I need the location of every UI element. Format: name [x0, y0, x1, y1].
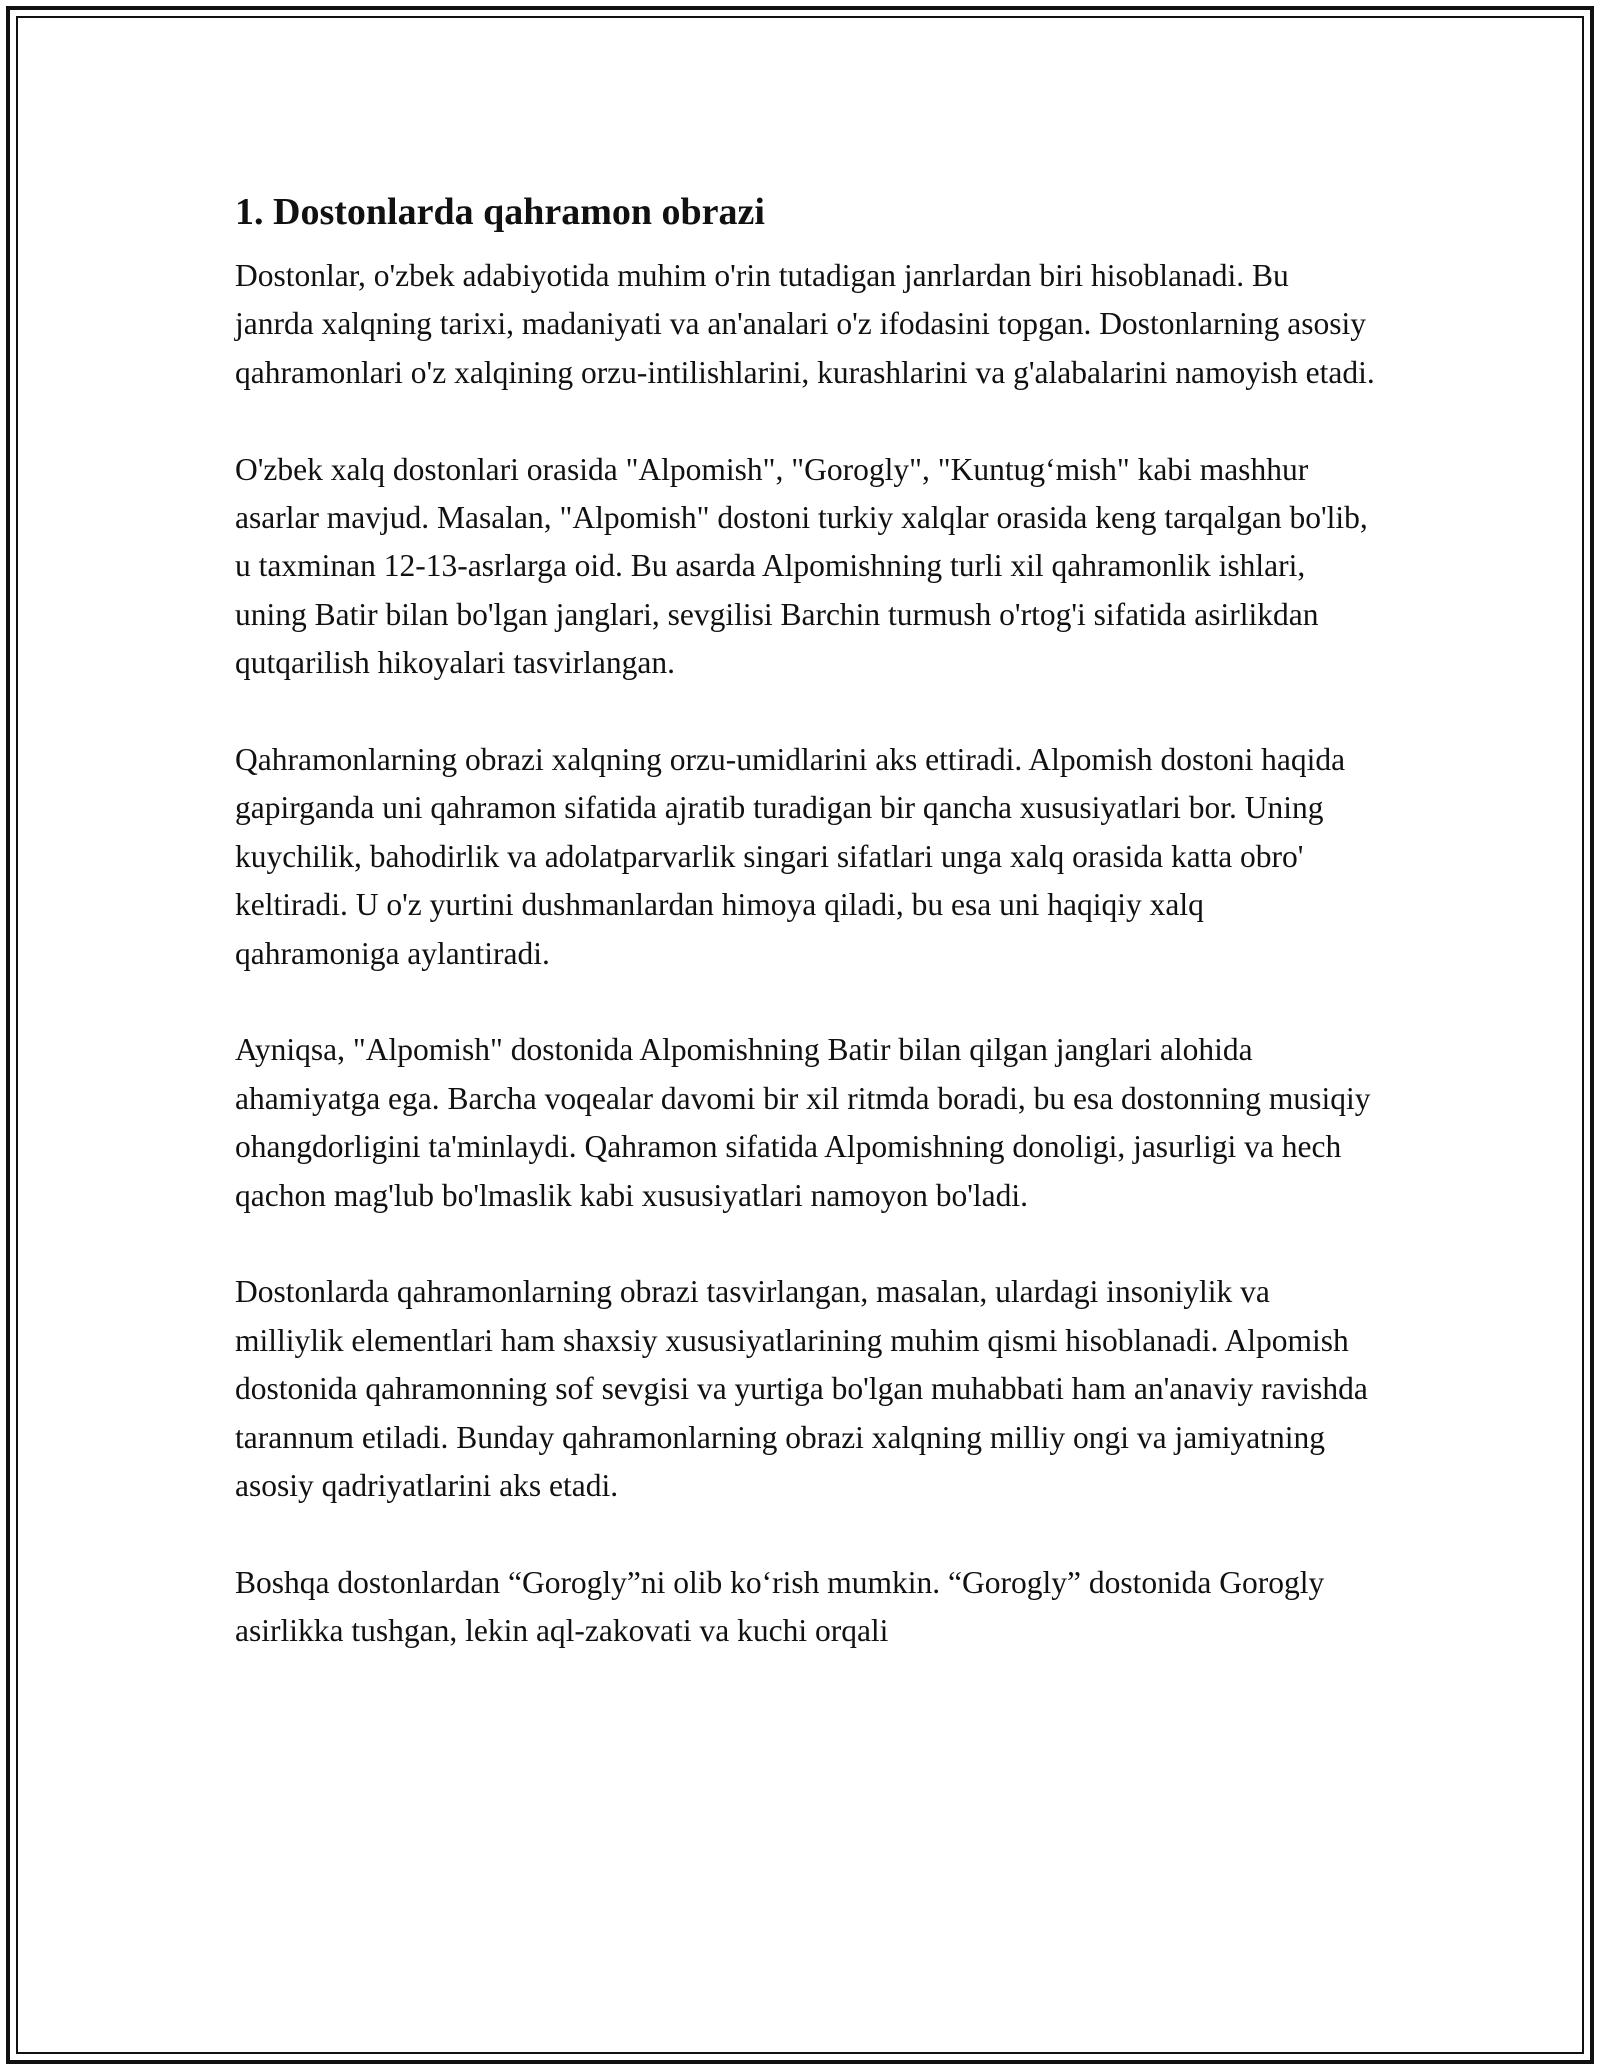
section-heading: 1. Dostonlarda qahramon obrazi: [235, 191, 765, 233]
paragraph-5: Dostonlarda qahramonlarning obrazi tasvirlangan, masalan, ulardagi insoniylik va milliylik elementlari ham shaxsiy xususiyatlarining muhim qismi hisoblanadi. Alpomish dostonida qahramonning sof sevgisi va yurtiga bo'lgan muhabbati ham an'anaviy ravishda tarannum etiladi. Bunday qahramonlarning obrazi xalqning milliy ongi va jamiyatning asosiy qadriyatlarini aks etadi.: [235, 1274, 1368, 1504]
document-body: [235, 186, 1375, 1704]
paragraph-6: Boshqa dostonlardan “Gorogly”ni olib ko‘rish mumkin. “Gorogly” dostonida Gorogly asirlikka tushgan, lekin aql-zakovati va kuchi orqali: [235, 1564, 1325, 1649]
paragraph-2: O'zbek xalq dostonlari orasida "Alpomish", "Gorogly", "Kuntug‘mish" kabi mashhur asarlar mavjud. Masalan, "Alpomish" dostoni turkiy xalqlar orasida keng tarqalgan bo'lib, u taxminan 12-13-asrlarga oid. Bu asarda Alpomishning turli xil qahramonlik ishlari, uning Batir bilan bo'lgan janglari, sevgilisi Barchin turmush o'rtog'i sifatida asirlikdan qutqarilish hikoyalari tasvirlangan.: [235, 451, 1368, 681]
paragraph-3: Qahramonlarning obrazi xalqning orzu-umidlarini aks ettiradi. Alpomish dostoni haqida gapirganda uni qahramon sifatida ajratib turadigan bir qancha xususiyatlari bor. Uning kuychilik, bahodirlik va adolatparvarlik singari sifatlari unga xalq orasida katta obro' keltiradi. U o'z yurtini dushmanlardan himoya qiladi, bu esa uni haqiqiy xalq qahramoniga aylantiradi.: [235, 742, 1346, 971]
paragraph-1: Dostonlar, o'zbek adabiyotida muhim o'rin tutadigan janrlardan biri hisoblanadi. Bu janrda xalqning tarixi, madaniyati va an'analari o'z ifodasini topgan. Dostonlarning asosiy qahramonlari o'z xalqining orzu-intilishlarini, kurashlarini va g'alabalarini namoyish etadi.: [235, 258, 1375, 390]
paragraph-4: Ayniqsa, "Alpomish" dostonida Alpomishning Batir bilan qilgan janglari alohida ahamiyatga ega. Barcha voqealar davomi bir xil ritmda boradi, bu esa dostonning musiqiy ohangdorligini ta'minlaydi. Qahramon sifatida Alpomishning donoligi, jasurligi va hech qachon mag'lub bo'lmaslik kabi xususiyatlari namoyon bo'ladi.: [235, 1032, 1371, 1213]
